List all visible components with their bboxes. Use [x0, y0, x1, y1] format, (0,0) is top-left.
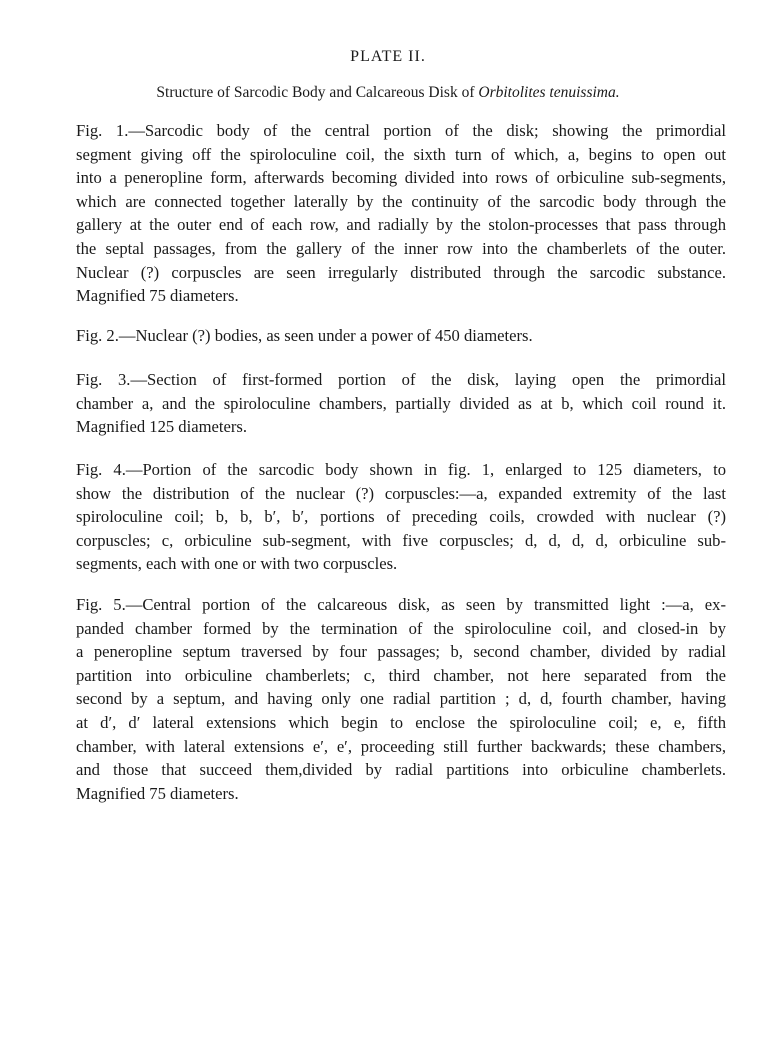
caption-line: Fig. 5.—Central portion of the calcareous disk, as seen by transmitted light :—a, ex-	[76, 595, 726, 614]
caption-line: into a peneropline form, afterwards becoming divided into rows of orbiculine sub-segments,	[76, 168, 726, 188]
caption-line: Magnified 75 diameters.	[76, 286, 239, 306]
caption-line: second by a septum, and having only one radial partition ; d, d, fourth chamber, having	[76, 689, 726, 709]
caption-line: corpuscles; c, orbiculine sub-segment, with five corpuscles; d, d, d, d, orbiculine sub-	[76, 530, 726, 550]
caption-line: show the distribution of the nuclear (?) corpuscles:—a, expanded extremity of the last	[76, 483, 726, 503]
species-name: Orbitolites tenuissima.	[478, 84, 620, 101]
plate-subtitle-text: Structure of Sarcodic Body and Calcareous Disk of	[156, 84, 479, 101]
caption-line: which are connected together laterally by the continuity of the sarcodic body through the	[76, 191, 726, 211]
caption-line: the septal passages, from the gallery of the inner row into the chamberlets of the outer.	[76, 238, 726, 258]
figure-caption-1	[50, 119, 726, 308]
caption-line: gallery at the outer end of each row, and radially by the stolon-processes that pass through	[76, 215, 726, 235]
figure-caption-5	[50, 593, 726, 805]
caption-line: Fig. 3.—Section of first-formed portion of the disk, laying open the primordial	[76, 370, 726, 389]
caption-line: Magnified 125 diameters.	[76, 417, 247, 437]
plate-subtitle	[50, 84, 726, 102]
caption-line: chamber, with lateral extensions e′, e′, proceeding still further backwards; these chambers,	[76, 736, 726, 756]
caption-line: Fig. 1.—Sarcodic body of the central portion of the disk; showing the primordial	[76, 121, 726, 140]
caption-line: a peneropline septum traversed by four passages; b, second chamber, divided by radial	[76, 642, 726, 662]
caption-line: Magnified 75 diameters.	[76, 783, 239, 803]
caption-line: segment giving off the spiroloculine coil, the sixth turn of which, a, begins to open out	[76, 144, 726, 164]
caption-line: chamber a, and the spiroloculine chambers, partially divided as at b, which coil round it.	[76, 393, 726, 413]
caption-line: at d′, d′ lateral extensions which begin to enclose the spiroloculine coil; e, e, fifth	[76, 712, 726, 732]
caption-line: segments, each with one or with two corpuscles.	[76, 554, 398, 574]
caption-line: partition into orbiculine chamberlets; c, third chamber, not here separated from the	[76, 665, 726, 685]
caption-line: Nuclear (?) corpuscles are seen irregularly distributed through the sarcodic substance.	[76, 262, 726, 282]
caption-line: Fig. 2.—Nuclear (?) bodies, as seen under a power of 450 diameters.	[76, 326, 533, 345]
figure-caption-2	[50, 324, 726, 348]
caption-line: panded chamber formed by the termination of the spiroloculine coil, and closed-in by	[76, 618, 726, 638]
figure-caption-4	[50, 458, 726, 576]
caption-line: Fig. 4.—Portion of the sarcodic body shown in fig. 1, enlarged to 125 diameters, to	[76, 460, 726, 479]
caption-line: and those that succeed them,divided by radial partitions into orbiculine chamberlets.	[76, 760, 726, 780]
figure-caption-3	[50, 368, 726, 439]
plate-title: PLATE II.	[350, 48, 426, 65]
caption-line: spiroloculine coil; b, b, b′, b′, portions of preceding coils, crowded with nuclear (?)	[76, 507, 726, 527]
